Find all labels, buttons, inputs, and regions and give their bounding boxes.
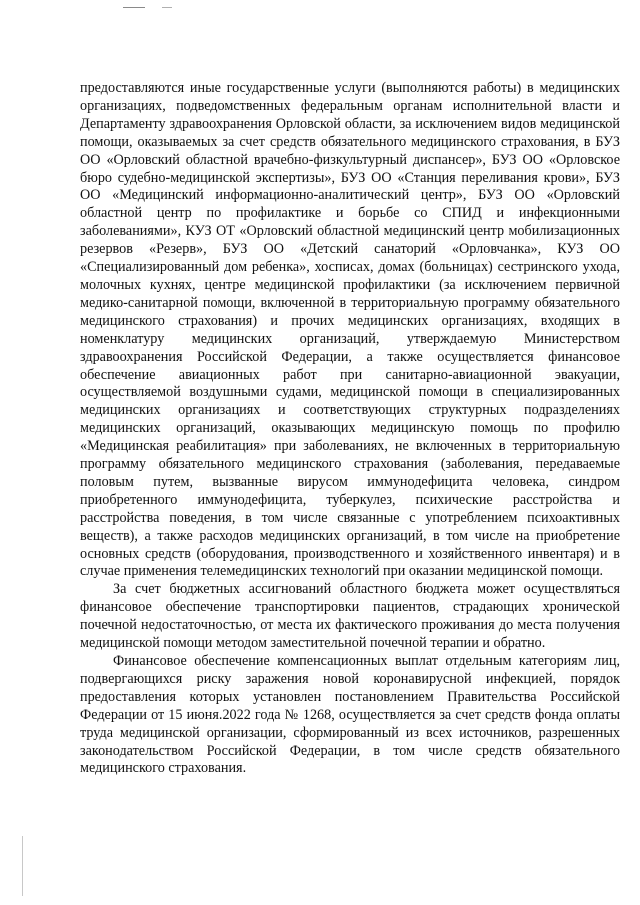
paragraph-continuation: предоставляются иные государственные услуги (выполняются работы) в медицинских организациях, подведомственных федеральным органам исполнительной власти и Департаменту здравоохранения Орловской области, за исключением видов медицинской помощи, оказываемых за счет средств обязательного медицинского страхования, в БУЗ ОО «Орловский областной врачебно-физкультурный диспансер», БУЗ ОО «Орловское бюро судебно-медицинской экспертизы», БУЗ ОО «Станция переливания крови», БУЗ ОО «Медицинский информационно-аналитический центр», БУЗ ОО «Орловский областной центр по профилактике и борьбе со СПИД и инфекционными заболеваниями», КУЗ ОТ «Орловский областной медицинский центр мобилизационных резервов «Резерв», БУЗ ОО «Детский санаторий «Орловчанка», КУЗ ОО «Специализированный дом ребенка», хосписах, домах (больницах) сестринского ухода, молочных кухнях, центре медицинской профилактики (за исключением первичной медико-санитарной помощи, включенной в территориальную программу обязательного медицинского страхования) и прочих медицинских организациях, входящих в номенклатуру медицинских организаций, утверждаемую Министерством здравоохранения Российской Федерации, а также осуществляется финансовое обеспечение авиационных работ при санитарно-авиационной эвакуации, осуществляемой воздушными судами, медицинской помощи в специализированных медицинских организациях и соответствующих структурных подразделениях медицинских организаций, оказывающих медицинскую помощь по профилю «Медицинская реабилитация» при заболеваниях, не включенных в территориальную программу обязательного медицинского страхования (заболевания, передаваемые половым путем, вызванные вирусом иммунодефицита человека, синдром приобретенного иммунодефицита, туберкулез, психические расстройства и расстройства поведения, в том числе связанные с употреблением психоактивных веществ), а также расходов медицинских организаций, в том числе на приобретение основных средств (оборудования, производственного и хозяйственного инвентаря) и в случае применения телемедицинских технологий при оказании медицинской помощи. (80, 80, 620, 580)
paragraph-compensation-payments: Финансовое обеспечение компенсационных выплат отдельным категориям лиц, подвергающихся риску заражения новой коронавирусной инфекцией, порядок предоставления которых установлен постановлением Правительства Российской Федерации от 15 июня.2022 года № 1268, осуществляется за счет средств фонда оплаты труда медицинской организации, сформированный из всех источников, разрешенных законодательством Российской Федерации, в том числе средств обязательного медицинского страхования. (80, 653, 620, 777)
scan-artifact-mark (162, 7, 172, 8)
paragraph-transportation-funding: За счет бюджетных ассигнований областного бюджета может осуществляться финансовое обеспечение транспортировки пациентов, страдающих хронической почечной недостаточностью, от места их фактического проживания до места получения медицинской помощи методом заместительной почечной терапии и обратно. (80, 581, 620, 652)
scan-artifact-mark (123, 7, 145, 8)
document-body (80, 80, 620, 778)
scan-artifact-edge (22, 836, 23, 896)
